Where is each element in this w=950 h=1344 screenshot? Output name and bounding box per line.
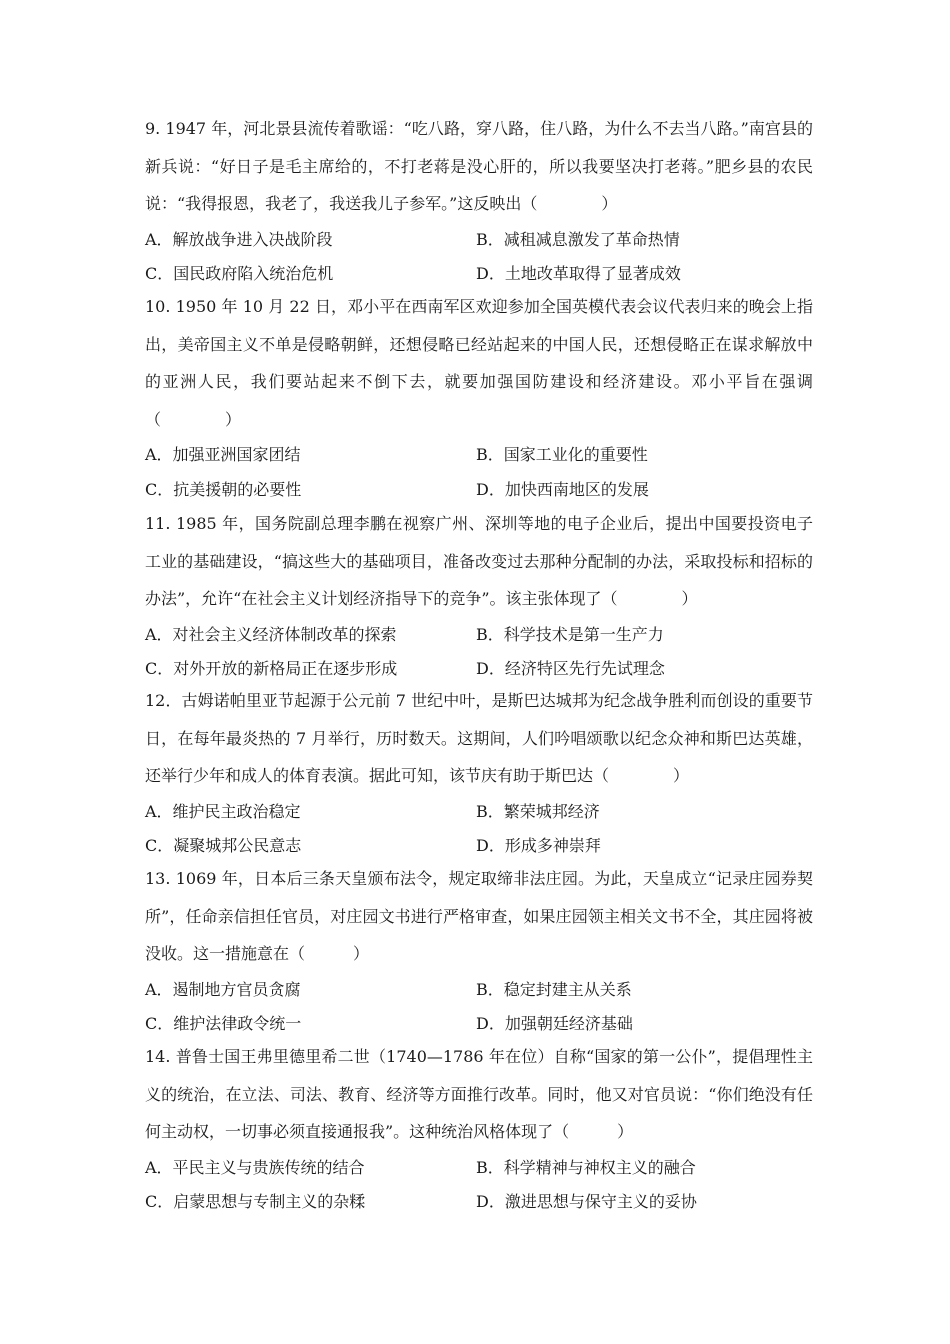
option-d[interactable]: D．土地改革取得了显著成效: [476, 264, 681, 283]
option-c[interactable]: C．对外开放的新格局正在逐步形成: [145, 659, 398, 678]
option-b[interactable]: B．繁荣城邦经济: [476, 801, 600, 821]
option-a[interactable]: A．平民主义与贵族传统的结合: [145, 1157, 365, 1177]
options-list: [145, 795, 813, 864]
option-a[interactable]: A．维护民主政治稳定: [145, 801, 301, 821]
option-c[interactable]: C．维护法律政令统一: [145, 1014, 302, 1033]
options-list: [145, 223, 813, 292]
option-d[interactable]: D．加快西南地区的发展: [476, 479, 649, 499]
option-b[interactable]: B．科学精神与神权主义的融合: [476, 1157, 696, 1177]
question-stem: 11. 1985 年，国务院副总理李鹏在视察广州、深圳等地的电子企业后，提出中国要投资电子工业的基础建设，“搞这些大的基础项目，准备改变过去那种分配制的办法，采取投标和招标的办法”，允许“在社会主义计划经济指导下的竞争”。该主张体现了（ ）: [145, 514, 813, 608]
question-13: [145, 860, 813, 1042]
option-a[interactable]: A．解放战争进入决战阶段: [145, 229, 333, 249]
option-a[interactable]: A．对社会主义经济体制改革的探索: [145, 624, 397, 644]
question-9: [145, 110, 813, 292]
options-list: [145, 973, 813, 1042]
option-d[interactable]: D．经济特区先行先试理念: [476, 659, 665, 678]
question-stem: 10. 1950 年 10 月 22 日，邓小平在西南军区欢迎参加全国英模代表会议代表归来的晚会上指出，美帝国主义不单是侵略朝鲜，还想侵略已经站起来的中国人民，还想侵略正在谋求解放中的亚洲人民，我们要站起来不倒下去，就要加强国防建设和经济建设。邓小平旨在强调（ ）: [145, 297, 813, 429]
option-c[interactable]: C．凝聚城邦公民意志: [145, 836, 302, 855]
option-b[interactable]: B．减租减息激发了革命热情: [476, 229, 680, 249]
option-a[interactable]: A．加强亚洲国家团结: [145, 445, 301, 464]
option-d[interactable]: D．形成多神崇拜: [476, 836, 601, 855]
option-c[interactable]: C．启蒙思想与专制主义的杂糅: [145, 1192, 366, 1211]
question-stem: 12．古姆诺帕里亚节起源于公元前 7 世纪中叶，是斯巴达城邦为纪念战争胜利而创设的重要节日，在每年最炎热的 7 月举行，历时数天。这期间，人们吟唱颂歌以纪念众神和斯巴达英雄，还举行少年和成人的体育表演。据此可知，该节庆有助于斯巴达（ ）: [145, 691, 813, 785]
question-11: [145, 505, 813, 687]
option-b[interactable]: B．稳定封建主从关系: [476, 979, 632, 999]
option-a[interactable]: A．遏制地方官员贪腐: [145, 979, 301, 999]
option-b[interactable]: B．国家工业化的重要性: [476, 445, 648, 464]
question-stem: 13. 1069 年，日本后三条天皇颁布法令，规定取缔非法庄园。为此，天皇成立“记录庄园券契所”，任命亲信担任官员，对庄园文书进行严格审查，如果庄园领主相关文书不全，其庄园将被没收。这一措施意在（ ）: [145, 869, 813, 963]
option-d[interactable]: D．加强朝廷经济基础: [476, 1014, 633, 1033]
options-list: [145, 1151, 813, 1220]
question-stem: 14. 普鲁士国王弗里德里希二世（1740—1786 年在位）自称“国家的第一公仆”，提倡理性主义的统治，在立法、司法、教育、经济等方面推行改革。同时，他又对官员说：“你们绝没有任何主动权，一切事必须直接通报我”。这种统治风格体现了（ ）: [145, 1047, 813, 1141]
question-10: [145, 288, 813, 507]
option-c[interactable]: C．抗美援朝的必要性: [145, 479, 302, 499]
option-d[interactable]: D．激进思想与保守主义的妥协: [476, 1192, 697, 1211]
question-14: [145, 1038, 813, 1220]
option-b[interactable]: B．科学技术是第一生产力: [476, 624, 664, 644]
options-list: [145, 618, 813, 687]
question-12: [145, 682, 813, 864]
question-stem: 9. 1947 年，河北景县流传着歌谣：“吃八路，穿八路，住八路，为什么不去当八路。”南宫县的新兵说：“好日子是毛主席给的，不打老蒋是没心肝的，所以我要坚决打老蒋。”肥乡县的农民说：“我得报恩，我老了，我送我儿子参军。”这反映出（ ）: [145, 119, 813, 213]
options-list: [145, 438, 813, 507]
option-c[interactable]: C．国民政府陷入统治危机: [145, 264, 334, 283]
